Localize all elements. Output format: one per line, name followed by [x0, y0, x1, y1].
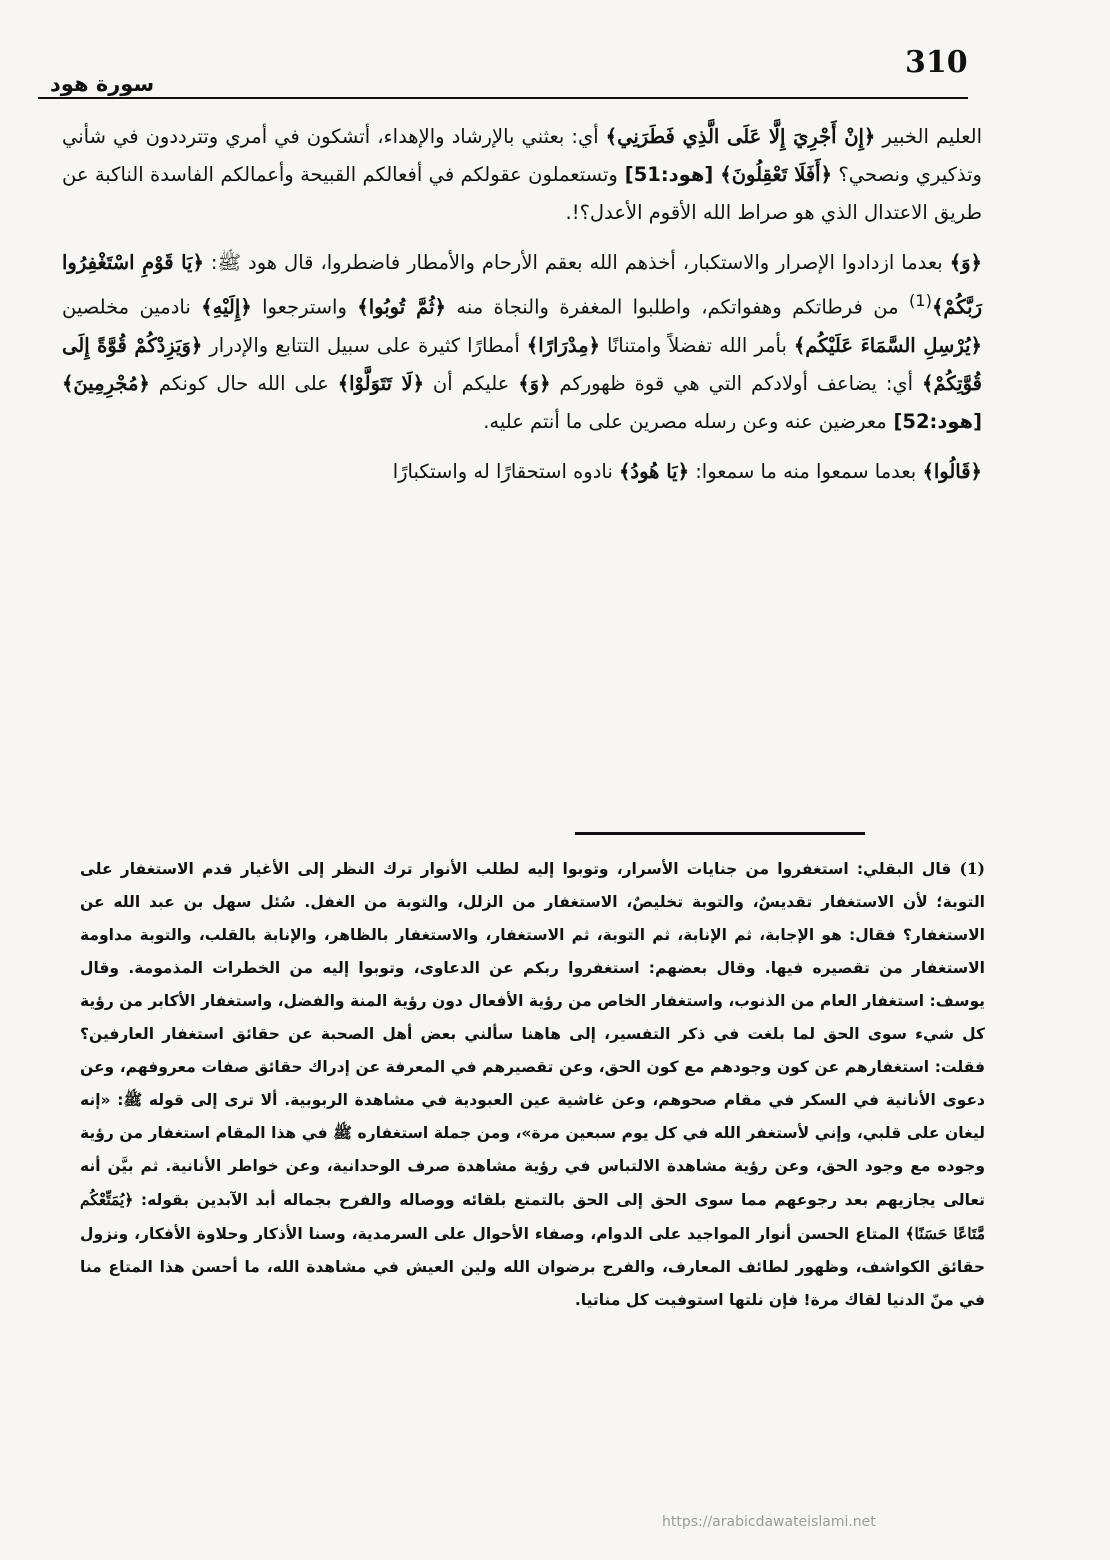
footnote-divider	[575, 832, 865, 835]
quran-verse: ﴿يَا هُودُ﴾	[618, 459, 690, 483]
quran-verse: ﴿وَيَزِدْكُمْ قُوَّةً إِلَى قُوَّتِكُمْ﴾	[62, 333, 982, 395]
quran-verse: ﴿يَا قَوْمِ اسْتَغْفِرُوا رَبَّكُمْ﴾	[62, 251, 983, 319]
text-span: بأمر الله تفضلاً وامتنانًا	[599, 333, 794, 357]
footnote-text: قال البقلي: استغفروا من جنايات الأسرار، وتوبوا إليه لطلب الأنوار ترك النظر إلى الأغيار قدم الاستغفار على التوبة؛ لأن الاستغفار تقديسٌ، والتوبة تخليصٌ، الاستغفار من الزلل، والتوبة من الغفل. سُئل سهل بن عبد الله عن الاستغفار؟ فقال: هو الإجابة، ثم الإنابة، ثم التوبة، ثم الاستغفار، والاستغفار بالظاهر، والإنابة بالقلب، والتوبة مداومة الاستغفار من تقصيره فيها. وقال بعضهم: استغفروا ربكم عن الدعاوى، وتوبوا إليه من الخطرات المذمومة. وقال يوسف: استغفار العام من الذنوب، واستغفار الخاص من رؤية الأفعال دون رؤية المنة والفضل، واستغفار الأكابر من رؤية كل شيء سوى الحق لما بلغت في ذكر التفسير، إلى هاهنا سألني بعض أهل الصحبة عن حقائق استغفار العارفين؟ فقلت: استغفارهم عن كون وجودهم مع كون الحق، وعن تقصيرهم في المعرفة عن إدراك حقائق صفات معروفهم، وعن دعوى الأنانية في السكر في مقام صحوهم، وعن غاشية عين العبودية في مشاهدة الربوبية. ألا ترى إلى قوله ﷺ: «إنه ليغان على قلبي، وإني لأستغفر الله في كل يوم سبعين مرة»، ومن جملة استغفاره ﷺ في هذا المقام استغفار من رؤية وجوده مع وجود الحق، وعن رؤية مشاهدة الالتباس في رؤية مشاهدة صرف الوحدانية، وعن خواطر الأنانية. ثم بيَّن أنه تعالى يجازيهم بعد رجوعهم مما سوى الحق إلى الحق بالتمتع بلقائه ووصاله والفرح بجماله أبد الآبدين بقوله:	[80, 860, 985, 1209]
page-number: 310	[905, 45, 968, 80]
verse-reference: [هود:51]	[617, 163, 721, 186]
quran-verse: ﴿قَالُوا﴾	[922, 459, 982, 483]
quran-verse: ﴿لَا تَتَوَلَّوْا﴾	[337, 371, 425, 395]
quran-verse: ﴿أَفَلَا تَعْقِلُونَ﴾	[720, 163, 833, 186]
quran-verse: ﴿يُمَتِّعْكُم مَّتَاعًا حَسَنًا﴾	[80, 1190, 985, 1243]
paragraph-2	[62, 244, 982, 441]
paragraph-3	[62, 453, 982, 491]
header-divider	[38, 97, 968, 99]
text-span: بعدما ازدادوا الإصرار والاستكبار، أخذهم الله بعقم الأرحام والأمطار فاضطروا، قال هود ﷺ:	[203, 251, 950, 274]
text-span: العليم الخبير	[875, 125, 982, 148]
footnote-text: المتاع الحسن أنوار المواجيد على الدوام، وصفاء الأحوال على السرمدية، وسنا الأذكار وحلاوة الأفكار، ونزول حقائق الكواشف، وظهور لطائف المعارف، والفرح برضوان الله ولين العيش في مشاهدة الله، ما أحسن هذا المتاع منا في منّ الدنيا لقاك مرة! فإن نلتها استوفيت كل مناتيا.	[80, 1225, 985, 1309]
text-span: أي: بعثني بالإرشاد والإهداء، أتشكون في أمري وتترددون في شأني وتذكيري ونصحي؟	[62, 125, 982, 186]
text-span: نادمين مخلصين	[62, 295, 202, 319]
text-span: من فرطاتكم وهفواتكم، واطلبوا المغفرة والنجاة منه	[445, 295, 909, 319]
text-span: أمطارًا كثيرة على سبيل التتابع والإدرار	[202, 333, 527, 357]
watermark-url: https://arabicdawateislami.net	[662, 1514, 876, 1530]
quran-verse: ﴿وَ﴾	[949, 251, 982, 274]
quran-verse: ﴿مِدْرَارًا﴾	[526, 333, 600, 357]
text-span: أي: يضاعف أولادكم التي هي قوة ظهوركم	[550, 371, 922, 395]
text-span: على الله حال كونكم	[149, 371, 338, 395]
quran-verse: ﴿إِنْ أَجْرِيَ إِلَّا عَلَى الَّذِي فَطَرَنِي﴾	[605, 125, 876, 148]
quran-verse: ﴿وَ﴾	[518, 371, 551, 395]
quran-verse: ﴿ثُمَّ تُوبُوا﴾	[357, 295, 446, 319]
quran-verse: ﴿إِلَيْهِ﴾	[201, 295, 252, 319]
text-span: بعدما سمعوا منه ما سمعوا:	[689, 459, 923, 483]
footnote	[80, 852, 985, 1317]
text-span: واسترجعوا	[251, 295, 358, 319]
surah-title: سورة هود	[50, 72, 155, 96]
text-span: عليكم أن	[424, 371, 519, 395]
footnote-ref: (1)	[908, 291, 932, 310]
paragraph-1	[62, 118, 982, 232]
main-text	[62, 118, 982, 503]
text-span: وتستعملون عقولكم في أفعالكم القبيحة وأعمالكم الفاسدة الناكبة عن طريق الاعتدال الذي هو صراط الله الأقوم الأعدل؟!.	[62, 163, 982, 224]
text-span: معرضين عنه وعن رسله مصرين على ما أنتم عليه.	[483, 409, 887, 433]
text-span: نادوه استحقارًا له واستكبارًا	[392, 459, 619, 483]
quran-verse: ﴿مُجْرِمِينَ﴾	[62, 371, 150, 395]
quran-verse: ﴿يُرْسِلِ السَّمَاءَ عَلَيْكُم﴾	[793, 333, 982, 357]
footnote-marker: (1)	[959, 859, 985, 878]
verse-reference: [هود:52]	[886, 409, 982, 433]
